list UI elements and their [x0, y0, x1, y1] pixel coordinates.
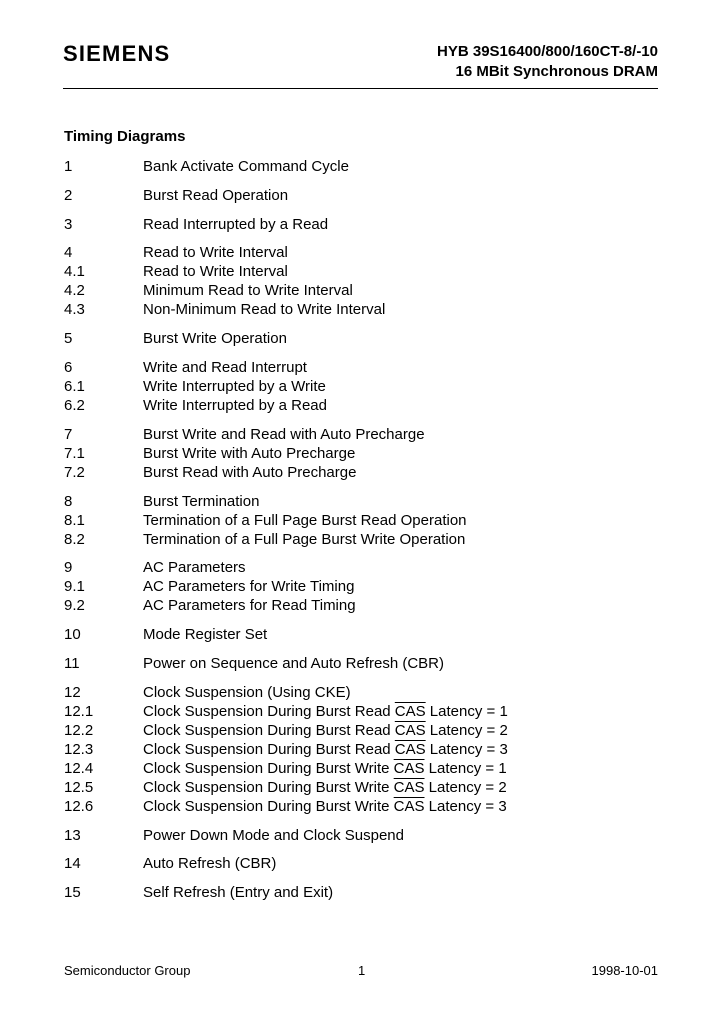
- entry-number: 3: [64, 215, 73, 233]
- toc-entry: [64, 262, 664, 281]
- cas-signal: $\overline{CAS}$: [393, 778, 425, 796]
- entry-title-text: Bank Activate Command Cycle: [143, 158, 349, 175]
- toc-group: [64, 683, 664, 816]
- entry-number: 8: [64, 492, 73, 510]
- toc-entry: [64, 281, 664, 300]
- entry-title: [143, 396, 327, 415]
- entry-title-text: Termination of a Full Page Burst Write Operation: [143, 530, 466, 548]
- entry-title-text: Non-Minimum Read to Write Interval: [143, 301, 386, 319]
- entry-number: 12.5: [64, 778, 94, 796]
- toc-entry: [64, 157, 664, 176]
- entry-title-text: AC Parameters for Write Timing: [143, 578, 355, 596]
- entry-title-text: Auto Refresh (CBR): [143, 855, 277, 873]
- toc-group: [64, 425, 664, 482]
- toc-entry: [64, 463, 664, 482]
- entry-number: 11: [64, 654, 80, 672]
- toc-entry: [64, 558, 664, 577]
- toc-entry: [64, 778, 664, 797]
- entry-title-text: Termination of a Full Page Burst Read Operation: [143, 511, 467, 529]
- entry-number: 4.2: [64, 282, 85, 300]
- entry-title-text: Read to Write Interval: [143, 263, 288, 281]
- entry-number: 7: [64, 425, 73, 443]
- toc-group: [64, 157, 664, 176]
- entry-title-text: Write and Read Interrupt: [143, 358, 307, 376]
- entry-title: [143, 463, 356, 482]
- entry-title-suffix: Latency = 1: [424, 759, 507, 777]
- entry-number: 1: [64, 158, 73, 175]
- entry-title: [143, 740, 508, 759]
- toc-entry: [64, 740, 664, 759]
- cas-signal: $\overline{CAS}$: [393, 759, 425, 777]
- entry-title-text: AC Parameters for Read Timing: [143, 597, 356, 615]
- page-footer: [64, 962, 658, 980]
- toc-group: [64, 243, 664, 319]
- toc-entry: [64, 577, 664, 596]
- entry-number: 2: [64, 186, 73, 204]
- entry-title-text: Minimum Read to Write Interval: [143, 282, 353, 300]
- entry-title: [143, 530, 465, 549]
- entry-title-text: Clock Suspension During Burst Write: [143, 797, 394, 815]
- toc-group: [64, 186, 664, 205]
- entry-title-text: Clock Suspension (Using CKE): [143, 683, 351, 701]
- entry-number: 6.2: [64, 396, 85, 414]
- entry-number: 12.4: [64, 759, 94, 777]
- entry-title-text: Clock Suspension During Burst Write: [143, 778, 394, 796]
- entry-title: [143, 281, 353, 300]
- entry-number: 15: [64, 884, 81, 902]
- part-number: HYB 39S16400/800/160CT-8/-10: [437, 43, 658, 60]
- footer-page-number: 1: [358, 963, 366, 978]
- entry-title: [143, 558, 246, 577]
- cas-signal: $\overline{CAS}$: [393, 797, 425, 815]
- footer-publisher: Semiconductor Group: [64, 963, 191, 978]
- toc-entry: [64, 444, 664, 463]
- toc-entry: [64, 492, 664, 511]
- entry-number: 7.1: [64, 444, 85, 462]
- entry-title: [143, 329, 287, 348]
- entry-title: [143, 778, 507, 797]
- entry-title-text: Burst Write and Read with Auto Precharge: [143, 425, 425, 443]
- entry-number: 12.2: [64, 721, 94, 739]
- entry-title: [143, 377, 326, 396]
- toc-entry: [64, 883, 664, 902]
- entry-number: 8.2: [64, 530, 85, 548]
- entry-title-text: Burst Write with Auto Precharge: [143, 444, 356, 462]
- toc-entry: [64, 329, 664, 348]
- entry-title-text: Read Interrupted by a Read: [143, 215, 329, 233]
- toc-entry: [64, 759, 664, 778]
- entry-title-text: Clock Suspension During Burst Write: [143, 759, 394, 777]
- entry-number: 13: [64, 826, 81, 844]
- entry-title-text: Power on Sequence and Auto Refresh (CBR): [143, 654, 445, 672]
- entry-title: [143, 625, 267, 644]
- entry-number: 10: [64, 626, 81, 644]
- footer-date: 1998-10-01: [591, 963, 658, 978]
- entry-number: 4: [64, 244, 73, 262]
- entry-title: [143, 492, 259, 511]
- toc-entry: [64, 300, 664, 319]
- toc-group: [64, 625, 664, 644]
- entry-number: 12: [64, 683, 81, 701]
- entry-title-text: Write Interrupted by a Write: [143, 377, 326, 395]
- entry-number: 6.1: [64, 377, 85, 395]
- entry-title-suffix: Latency = 2: [425, 721, 508, 739]
- section-title: Timing Diagrams: [64, 128, 186, 145]
- toc-group: [64, 558, 664, 615]
- entry-number: 6: [64, 358, 73, 376]
- timing-diagrams-list: [64, 157, 664, 912]
- entry-number: 12.6: [64, 797, 94, 815]
- entry-number: 14: [64, 855, 81, 873]
- entry-title-suffix: Latency = 1: [425, 702, 508, 720]
- toc-entry: [64, 530, 664, 549]
- toc-group: [64, 883, 664, 902]
- entry-title: [143, 243, 288, 262]
- entry-number: 12.1: [64, 702, 94, 720]
- entry-title-suffix: Latency = 3: [425, 740, 508, 758]
- entry-title: [143, 683, 351, 702]
- cas-signal: $\overline{CAS}$: [394, 721, 426, 739]
- entry-title: [143, 425, 425, 444]
- cas-signal: $\overline{CAS}$: [394, 702, 426, 720]
- entry-title-text: Burst Read Operation: [143, 186, 289, 204]
- toc-entry: [64, 215, 664, 234]
- toc-entry: [64, 625, 664, 644]
- entry-title: [143, 826, 404, 845]
- entry-number: 4.3: [64, 301, 85, 319]
- entry-title: [143, 358, 307, 377]
- document-header: [437, 42, 658, 82]
- toc-entry: [64, 511, 664, 530]
- toc-entry: [64, 186, 664, 205]
- entry-title: [143, 721, 508, 740]
- toc-entry: [64, 358, 664, 377]
- entry-number: 4.1: [64, 263, 85, 281]
- toc-entry: [64, 797, 664, 816]
- entry-number: 8.1: [64, 511, 85, 529]
- entry-title-text: Clock Suspension During Burst Read: [143, 740, 395, 758]
- toc-group: [64, 854, 664, 873]
- toc-entry: [64, 425, 664, 444]
- toc-entry: [64, 683, 664, 702]
- entry-title-text: AC Parameters: [143, 559, 246, 577]
- toc-group: [64, 654, 664, 673]
- toc-entry: [64, 243, 664, 262]
- toc-group: [64, 329, 664, 348]
- entry-title: [143, 596, 356, 615]
- toc-group: [64, 826, 664, 845]
- entry-title-text: Read to Write Interval: [143, 244, 288, 262]
- entry-title: [143, 511, 467, 530]
- cas-signal: $\overline{CAS}$: [394, 740, 426, 758]
- toc-group: [64, 358, 664, 415]
- header-rule: [63, 88, 658, 89]
- entry-title-text: Clock Suspension During Burst Read: [143, 721, 395, 739]
- entry-number: 12.3: [64, 740, 94, 758]
- toc-entry: [64, 702, 664, 721]
- toc-entry: [64, 854, 664, 873]
- entry-title-suffix: Latency = 3: [424, 797, 507, 815]
- toc-entry: [64, 654, 664, 673]
- entry-title: [143, 883, 333, 902]
- toc-entry: [64, 377, 664, 396]
- entry-title: [143, 157, 349, 176]
- entry-title-suffix: Latency = 2: [424, 778, 507, 796]
- entry-title: [143, 262, 288, 281]
- entry-title: [143, 759, 507, 778]
- entry-title: [143, 215, 328, 234]
- entry-title-text: Burst Write Operation: [143, 330, 287, 348]
- entry-number: 9.1: [64, 578, 85, 596]
- entry-title: [143, 577, 354, 596]
- entry-title-text: Mode Register Set: [143, 626, 268, 644]
- entry-title: [143, 854, 276, 873]
- entry-number: 9.2: [64, 597, 85, 615]
- entry-title: [143, 797, 507, 816]
- entry-title-text: Burst Read with Auto Precharge: [143, 463, 357, 481]
- entry-title: [143, 300, 385, 319]
- entry-number: 9: [64, 559, 73, 577]
- product-name: 16 MBit Synchronous DRAM: [455, 63, 658, 80]
- entry-number: 5: [64, 330, 73, 348]
- entry-number: 7.2: [64, 463, 85, 481]
- toc-entry: [64, 721, 664, 740]
- toc-entry: [64, 596, 664, 615]
- toc-group: [64, 215, 664, 234]
- entry-title: [143, 444, 355, 463]
- entry-title-text: Write Interrupted by a Read: [143, 396, 327, 414]
- entry-title-text: Self Refresh (Entry and Exit): [143, 884, 334, 902]
- entry-title: [143, 186, 288, 205]
- toc-entry: [64, 826, 664, 845]
- toc-entry: [64, 396, 664, 415]
- entry-title: [143, 654, 444, 673]
- entry-title-text: Burst Termination: [143, 492, 260, 510]
- entry-title: [143, 702, 508, 721]
- toc-group: [64, 492, 664, 549]
- siemens-logo: SIEMENS: [63, 41, 171, 66]
- entry-title-text: Power Down Mode and Clock Suspend: [143, 826, 404, 844]
- entry-title-text: Clock Suspension During Burst Read: [143, 702, 395, 720]
